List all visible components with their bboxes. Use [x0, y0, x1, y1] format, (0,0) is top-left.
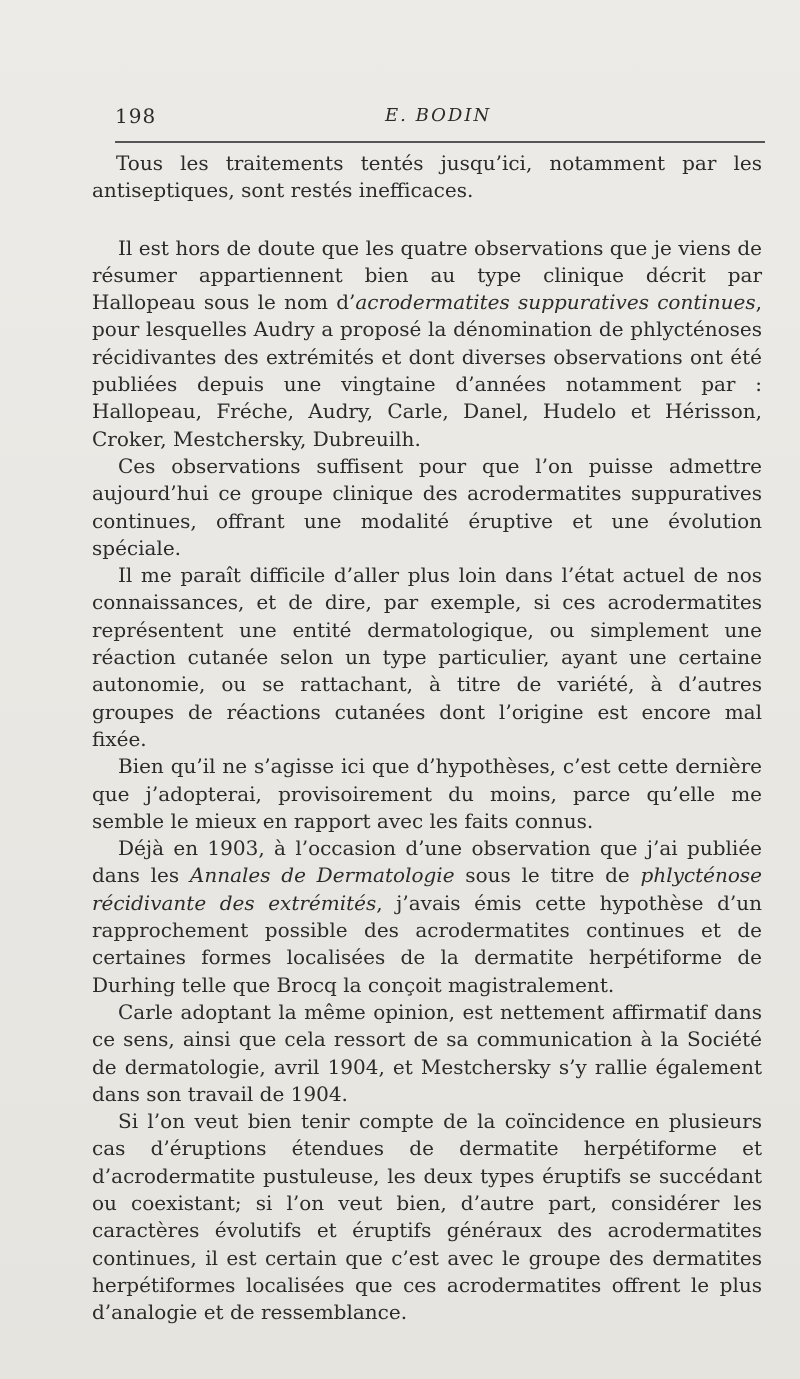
text-run: Tous les traitements tentés jusqu’ici, notamment par les antiseptiques, sont restés inefficaces. [92, 151, 762, 203]
paragraph [92, 562, 762, 753]
italic-text: phlycténose récidivante des extrémités [92, 863, 762, 915]
paragraph [92, 1108, 762, 1326]
page-header [115, 104, 765, 134]
paragraph [92, 835, 762, 999]
header-rule [115, 141, 765, 143]
text-run: Déjà en 1903, à l’occasion d’une observation que j’ai publiée dans les [92, 836, 762, 888]
text-run: Il me paraît difficile d’aller plus loin dans l’état actuel de nos connaissances, et de dire, par exemple, si ces acrodermatites représentent une entité dermatologique, ou simplement une réaction cutanée selon un type particulier, ayant une certaine autonomie, ou se rattachant, à titre de variété, à d’autres groupes de réactions cutanées dont l’origine est encore mal fixée. [92, 563, 762, 751]
paragraph [92, 150, 762, 205]
text-run: sous le titre de [454, 863, 641, 888]
text-run: Si l’on veut bien tenir compte de la coïncidence en plusieurs cas d’éruptions étendues de dermatite herpétiforme et d’acrodermatite pustuleuse, les deux types éruptifs se succédant ou coexistant; si l’on veut bien, d’autre part, considérer les caractères évolutifs et éruptifs généraux des acrodermatites continues, il est certain que c’est avec le groupe des dermatites herpétiformes localisées que ces acrodermatites offrent le plus d’analogie et de ressemblance. [92, 1109, 762, 1325]
paragraph [92, 999, 762, 1108]
text-run: Il est hors de doute que les quatre observations que je viens de résumer appartiennent bien au type clinique décrit par Hallopeau sous le nom d’ [92, 235, 762, 315]
body-text [92, 150, 762, 1326]
paragraph [92, 453, 762, 562]
text-run: Ces observations suffisent pour que l’on puisse admettre aujourd’hui ce groupe clinique des acrodermatites suppuratives continues, offrant une modalité éruptive et une évolution spéciale. [92, 453, 762, 560]
page-number: 198 [115, 104, 157, 128]
italic-text: Annales de Dermatologie [189, 863, 455, 888]
paragraph [92, 235, 762, 453]
paragraph [92, 753, 762, 835]
running-title: E. BODIN [385, 105, 492, 126]
text-run: Bien qu’il ne s’agisse ici que d’hypothèses, c’est cette dernière que j’adopterai, provisoirement du moins, parce qu’elle me semble le mieux en rapport avec les faits connus. [92, 754, 762, 833]
text-run: , j’avais émis cette hypothèse d’un rapprochement possible des acrodermatites continues et de certaines formes localisées de la dermatite herpétiforme de Durhing telle que Brocq la conçoit magistralement. [92, 890, 762, 997]
text-run: Carle adoptant la même opinion, est nettement affirmatif dans ce sens, ainsi que cela ressort de sa communication à la Société de dermatologie, avril 1904, et Mestchersky s’y rallie également dans son travail de 1904. [92, 999, 762, 1106]
text-run: , pour lesquelles Audry a proposé la dénomination de phlycténoses récidivantes des extrémités et dont diverses observations ont été publiées depuis une vingtaine d’années notamment par : Hallopeau, Fréche, Audry, Carle, Danel, Hudelo et Hérisson, Croker, Mestchersky, Dubreuilh. [92, 290, 762, 451]
italic-text: acrodermatites suppuratives continues [355, 290, 756, 315]
